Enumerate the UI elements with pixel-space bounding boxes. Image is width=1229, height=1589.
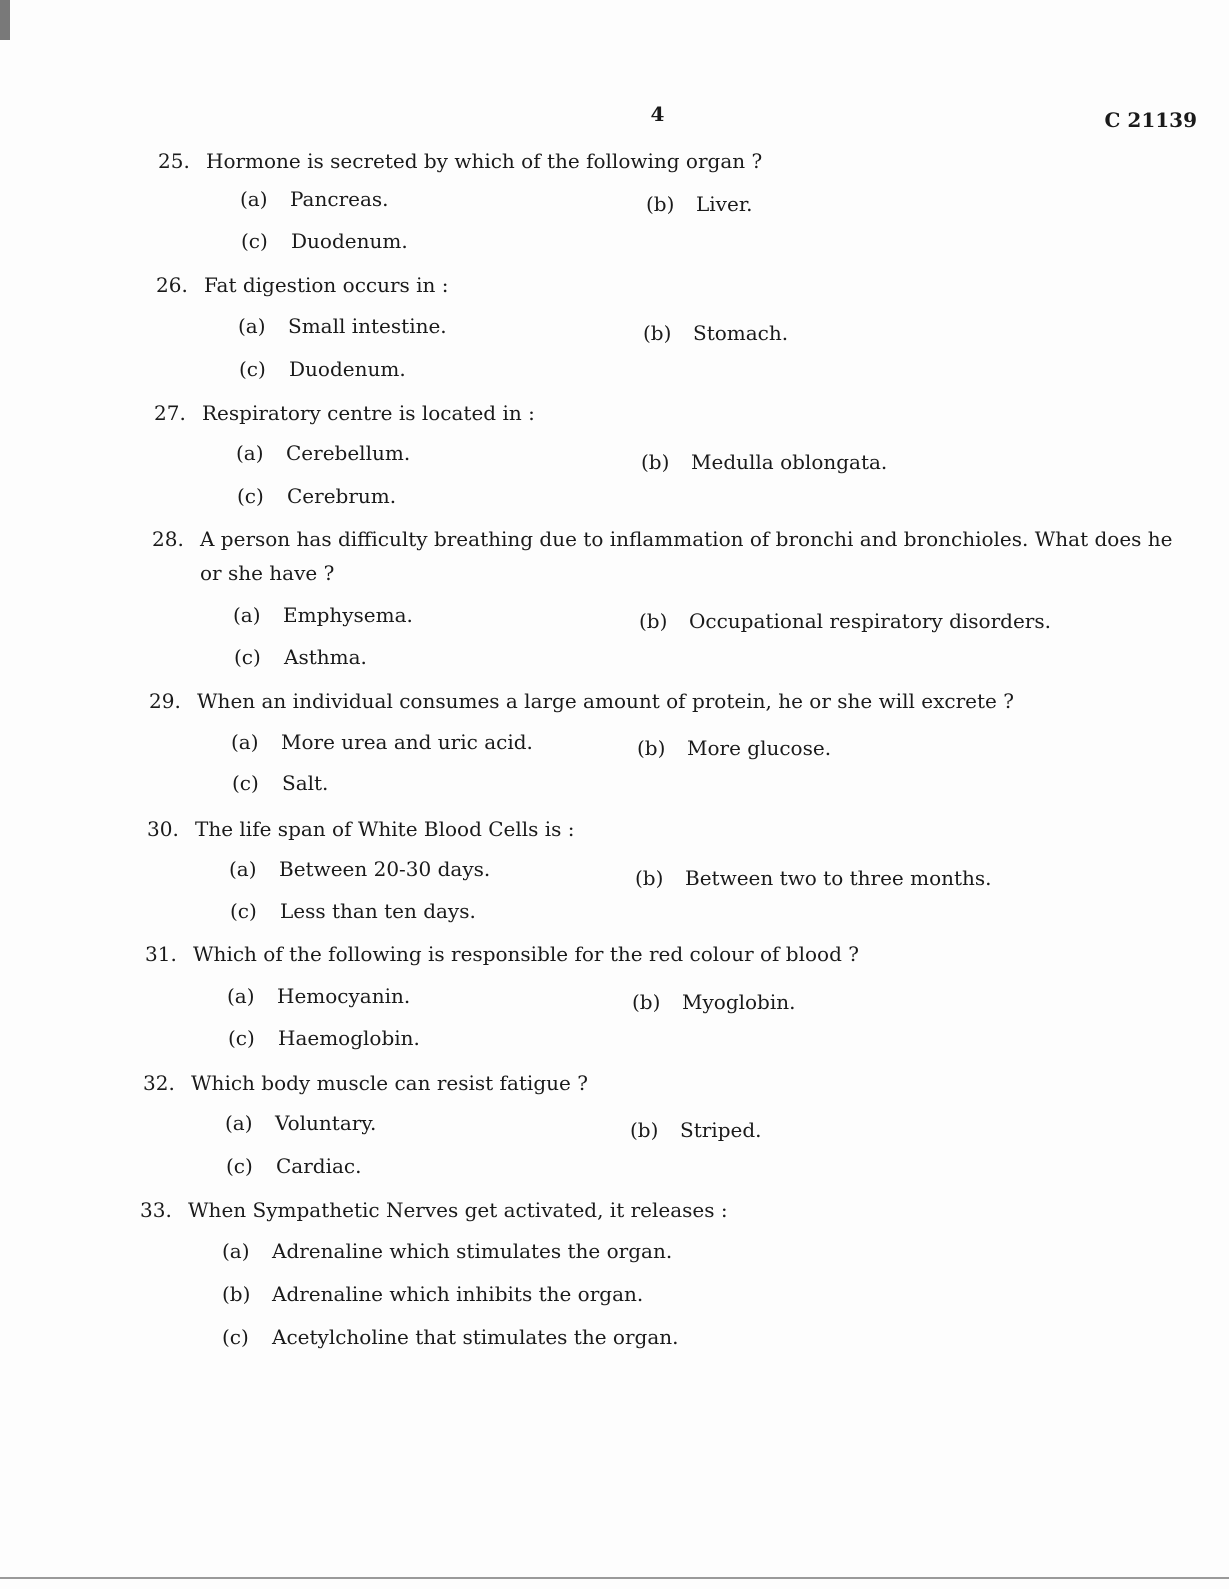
- option-letter: (b): [630, 1118, 659, 1142]
- option-text: Liver.: [696, 192, 753, 216]
- option-28-b: [639, 606, 1051, 636]
- question-text: The life span of White Blood Cells is :: [195, 817, 575, 841]
- option-33-b: [222, 1279, 643, 1309]
- question-text: Which of the following is responsible for the red colour of blood ?: [193, 942, 859, 966]
- option-letter: (c): [230, 899, 257, 923]
- option-27-c: [237, 481, 396, 511]
- question-31: [145, 937, 859, 971]
- option-letter: (c): [232, 771, 259, 795]
- question-text: A person has difficulty breathing due to inflammation of bronchi and bronchioles. What does he or she have ?: [200, 527, 1173, 585]
- question-number: 25.: [158, 149, 190, 173]
- question-number: 28.: [152, 527, 184, 551]
- option-25-b: [646, 189, 753, 219]
- option-text: Asthma.: [284, 645, 367, 669]
- option-29-b: [637, 733, 831, 763]
- option-text: Stomach.: [693, 321, 789, 345]
- option-text: Myoglobin.: [682, 990, 796, 1014]
- option-text: Small intestine.: [288, 314, 447, 338]
- question-number: 32.: [143, 1071, 175, 1095]
- question-number: 31.: [145, 942, 177, 966]
- option-28-c: [234, 642, 367, 672]
- option-31-c: [228, 1023, 420, 1053]
- option-29-a: [231, 727, 533, 757]
- exam-code: C 21139: [1104, 108, 1197, 132]
- option-text: Salt.: [282, 771, 329, 795]
- option-30-c: [230, 896, 476, 926]
- question-number: 29.: [149, 689, 181, 713]
- option-text: More urea and uric acid.: [281, 730, 533, 754]
- question-29: [149, 684, 1014, 718]
- option-letter: (a): [231, 730, 259, 754]
- option-32-b: [630, 1115, 762, 1145]
- option-text: Adrenaline which inhibits the organ.: [272, 1282, 644, 1306]
- option-26-c: [239, 354, 406, 384]
- option-25-c: [241, 226, 408, 256]
- option-letter: (a): [233, 603, 261, 627]
- scan-edge-mark: [0, 0, 10, 40]
- option-31-b: [632, 987, 796, 1017]
- option-30-b: [635, 863, 992, 893]
- option-letter: (a): [238, 314, 266, 338]
- question-number: 27.: [154, 401, 186, 425]
- option-letter: (c): [237, 484, 264, 508]
- option-text: More glucose.: [687, 736, 832, 760]
- option-letter: (c): [226, 1154, 253, 1178]
- option-text: Medulla oblongata.: [691, 450, 888, 474]
- option-letter: (c): [228, 1026, 255, 1050]
- option-28-a: [233, 600, 413, 630]
- option-letter: (a): [222, 1239, 250, 1263]
- question-number: 30.: [147, 817, 179, 841]
- question-27: [154, 396, 535, 430]
- option-text: Less than ten days.: [280, 899, 476, 923]
- option-letter: (b): [637, 736, 666, 760]
- question-text: Hormone is secreted by which of the following organ ?: [206, 149, 763, 173]
- option-text: Emphysema.: [283, 603, 413, 627]
- option-text: Between 20-30 days.: [279, 857, 491, 881]
- option-letter: (a): [225, 1111, 253, 1135]
- option-letter: (c): [241, 229, 268, 253]
- page-bottom-rule: [0, 1577, 1229, 1579]
- option-letter: (b): [632, 990, 661, 1014]
- option-letter: (c): [239, 357, 266, 381]
- option-30-a: [229, 854, 490, 884]
- option-text: Duodenum.: [291, 229, 408, 253]
- question-text: Which body muscle can resist fatigue ?: [191, 1071, 588, 1095]
- question-text: When an individual consumes a large amount of protein, he or she will excrete ?: [197, 689, 1014, 713]
- option-letter: (b): [646, 192, 675, 216]
- question-number: 33.: [140, 1198, 172, 1222]
- option-letter: (b): [641, 450, 670, 474]
- option-letter: (c): [222, 1325, 249, 1349]
- question-text: Fat digestion occurs in :: [204, 273, 449, 297]
- option-29-c: [232, 768, 328, 798]
- option-letter: (a): [236, 441, 264, 465]
- option-letter: (b): [635, 866, 664, 890]
- question-28: [152, 522, 1180, 590]
- option-text: Occupational respiratory disorders.: [689, 609, 1051, 633]
- option-33-a: [222, 1236, 672, 1266]
- option-text: Between two to three months.: [685, 866, 992, 890]
- option-letter: (a): [229, 857, 257, 881]
- option-33-c: [222, 1322, 678, 1352]
- option-27-a: [236, 438, 410, 468]
- option-letter: (b): [222, 1282, 251, 1306]
- option-text: Acetylcholine that stimulates the organ.: [272, 1325, 679, 1349]
- question-33: [140, 1193, 728, 1227]
- question-text: Respiratory centre is located in :: [202, 401, 535, 425]
- option-letter: (c): [234, 645, 261, 669]
- option-text: Striped.: [680, 1118, 762, 1142]
- option-text: Cerebellum.: [286, 441, 411, 465]
- option-text: Haemoglobin.: [278, 1026, 420, 1050]
- option-letter: (b): [639, 609, 668, 633]
- option-32-a: [225, 1108, 376, 1138]
- option-text: Duodenum.: [289, 357, 406, 381]
- option-letter: (a): [240, 187, 268, 211]
- option-26-b: [643, 318, 788, 348]
- page-number: 4: [650, 102, 665, 126]
- option-31-a: [227, 981, 410, 1011]
- option-25-a: [240, 184, 389, 214]
- option-text: Adrenaline which stimulates the organ.: [272, 1239, 673, 1263]
- question-26: [156, 268, 449, 302]
- option-26-a: [238, 311, 447, 341]
- option-text: Voluntary.: [275, 1111, 377, 1135]
- option-letter: (b): [643, 321, 672, 345]
- option-letter: (a): [227, 984, 255, 1008]
- option-text: Cerebrum.: [287, 484, 397, 508]
- question-text: When Sympathetic Nerves get activated, it releases :: [188, 1198, 728, 1222]
- question-32: [143, 1066, 588, 1100]
- option-27-b: [641, 447, 887, 477]
- option-text: Pancreas.: [290, 187, 389, 211]
- option-text: Hemocyanin.: [277, 984, 411, 1008]
- option-text: Cardiac.: [276, 1154, 362, 1178]
- question-25: [158, 144, 762, 178]
- question-number: 26.: [156, 273, 188, 297]
- option-32-c: [226, 1151, 361, 1181]
- question-30: [147, 812, 575, 846]
